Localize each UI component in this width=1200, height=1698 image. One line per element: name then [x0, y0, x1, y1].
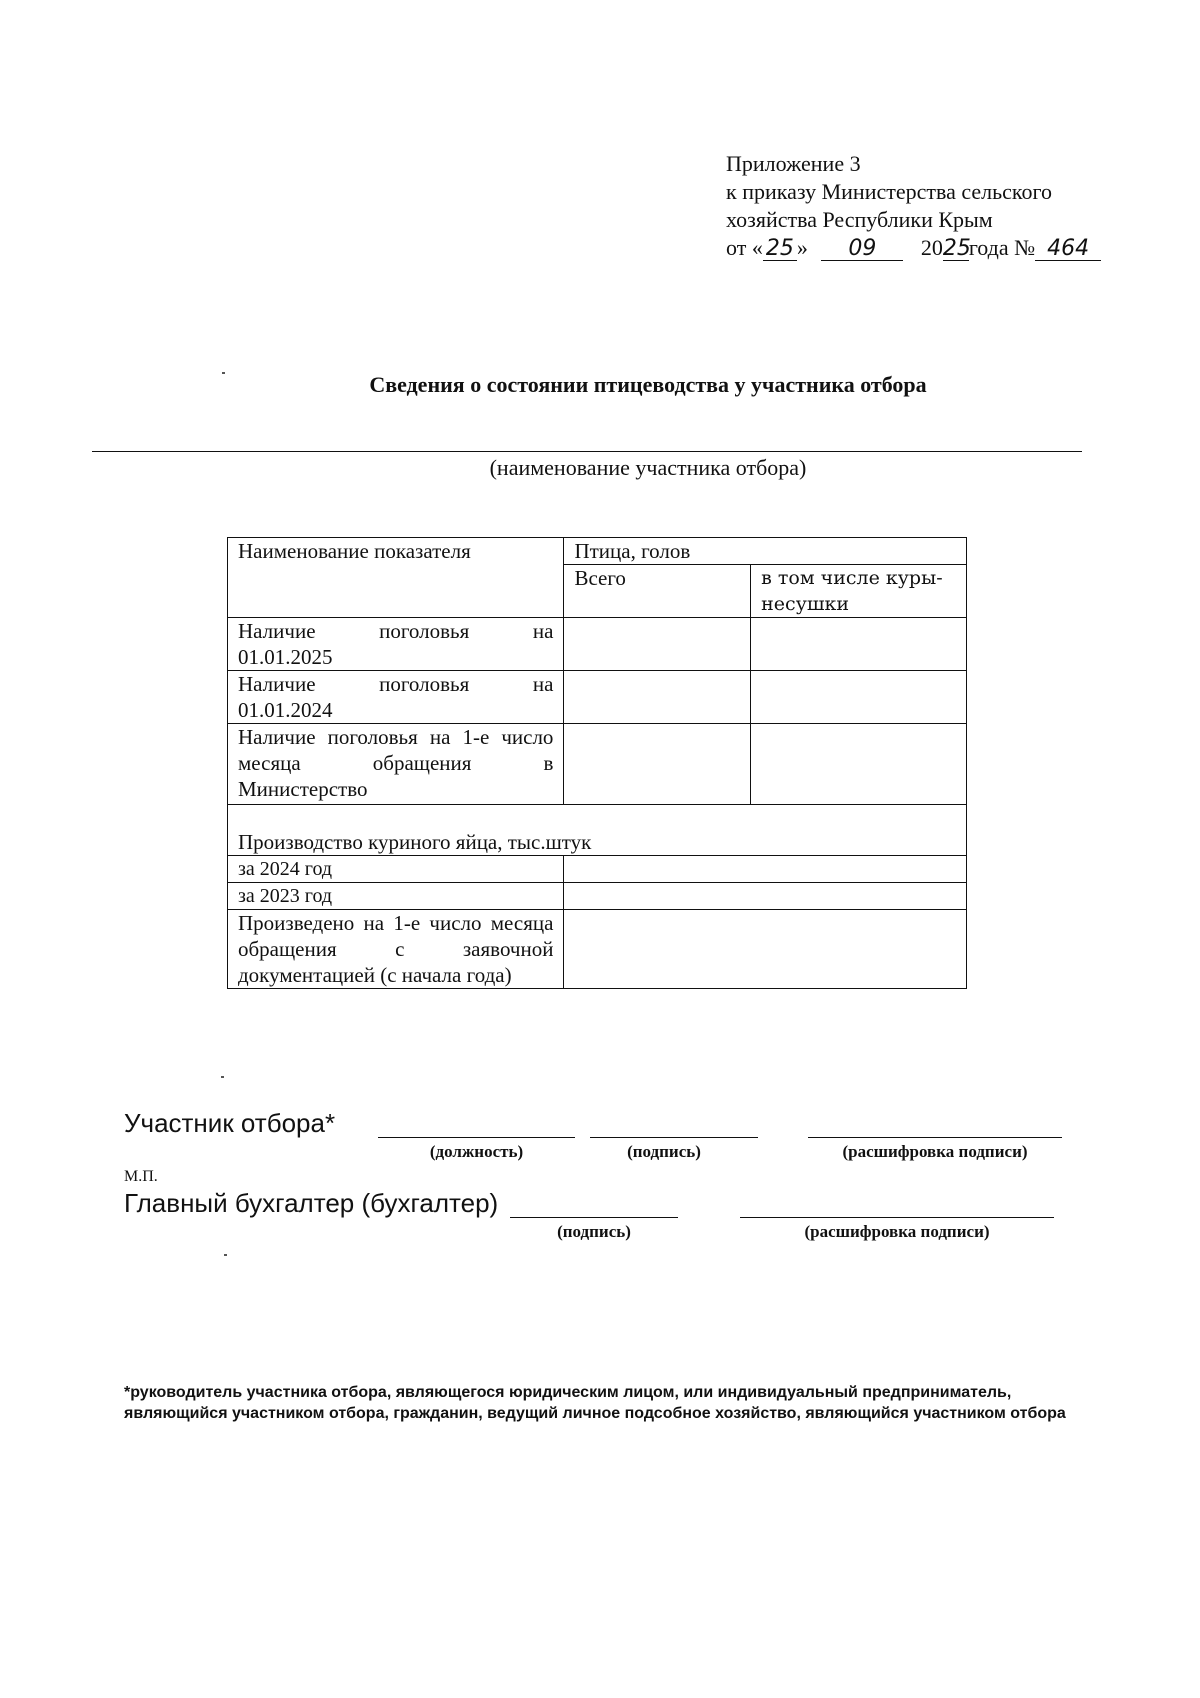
poultry-table [227, 537, 967, 989]
header-birds: Птица, голов [564, 538, 967, 565]
decoding-line[interactable] [808, 1137, 1062, 1138]
participant-name-caption: (наименование участника отбора) [489, 455, 807, 480]
scan-speck [224, 1254, 227, 1256]
signature-caption: (подпись) [627, 1142, 701, 1161]
egg-cell[interactable] [564, 856, 967, 883]
accountant-label: Главный бухгалтер (бухгалтер) [124, 1188, 499, 1218]
table-row [228, 856, 967, 883]
scan-speck [222, 372, 225, 374]
date-prefix: от « [726, 235, 763, 260]
row-label: Наличие поголовья на 01.01.2024 [228, 671, 564, 724]
accountant-decoding-line[interactable] [740, 1217, 1054, 1218]
egg-row-label: за 2023 год [228, 883, 564, 910]
position-caption: (должность) [429, 1142, 524, 1161]
egg-row-label: за 2024 год [228, 856, 564, 883]
egg-row-label: Произведено на 1-е число месяца обращения с заявочной документацией (с начала года) [228, 910, 564, 989]
date-year-word: года № [968, 235, 1036, 260]
participant-name-line [92, 451, 1082, 452]
header-indicator: Наименование показателя [228, 538, 564, 618]
date-mid: » [796, 235, 808, 260]
header-layers: в том числе куры-несушки [751, 565, 967, 618]
scan-speck [221, 1076, 224, 1078]
appendix-number: Приложение 3 [726, 151, 861, 176]
row-label: Наличие поголовья на 1-е число месяца обращения в Министерство [228, 724, 564, 805]
position-line[interactable] [378, 1137, 575, 1138]
footnote: *руководитель участника отбора, являющегося юридическим лицом, или индивидуальный предприниматель, являющийся участником отбора, гражданин, ведущий личное подсобное хозяйство, являющийся участником отбора [124, 1384, 1066, 1422]
table-row [228, 910, 967, 989]
decoding-caption: (расшифровка подписи) [842, 1142, 1028, 1161]
cell-layers[interactable] [751, 671, 967, 724]
date-month: 09 [821, 236, 903, 261]
document-title: Сведения о состоянии птицеводства у участника отбора [369, 372, 927, 397]
stamp-placeholder: М.П. [124, 1168, 158, 1185]
eggs-section-title: Производство куриного яйца, тыс.штук [228, 805, 967, 856]
cell-total[interactable] [564, 671, 751, 724]
cell-layers[interactable] [751, 618, 967, 671]
accountant-signature-line[interactable] [510, 1217, 678, 1218]
row-label: Наличие поголовья на 01.01.2025 [228, 618, 564, 671]
appendix-ministry-line: хозяйства Республики Крым [726, 207, 993, 232]
accountant-signature-caption: (подпись) [557, 1222, 631, 1241]
cell-layers[interactable] [751, 724, 967, 805]
accountant-decoding-caption: (расшифровка подписи) [804, 1222, 990, 1241]
header-total: Всего [564, 565, 751, 618]
order-number: 464 [1035, 236, 1101, 261]
cell-total[interactable] [564, 724, 751, 805]
date-day: 25 [763, 236, 797, 261]
signature-line[interactable] [590, 1137, 758, 1138]
cell-total[interactable] [564, 618, 751, 671]
table-row [228, 671, 967, 724]
egg-cell[interactable] [564, 910, 967, 989]
participant-label: Участник отбора* [124, 1108, 336, 1138]
appendix-order-line: к приказу Министерства сельского [726, 179, 1052, 204]
table-row [228, 618, 967, 671]
egg-cell[interactable] [564, 883, 967, 910]
date-year-prefix: 20 [920, 235, 943, 260]
appendix-date-line [726, 234, 1101, 262]
appendix-block [726, 150, 1101, 262]
eggs-section-row [228, 805, 967, 856]
table-header-row [228, 538, 967, 565]
table-row [228, 724, 967, 805]
date-year: 25 [942, 236, 971, 261]
table-row [228, 883, 967, 910]
